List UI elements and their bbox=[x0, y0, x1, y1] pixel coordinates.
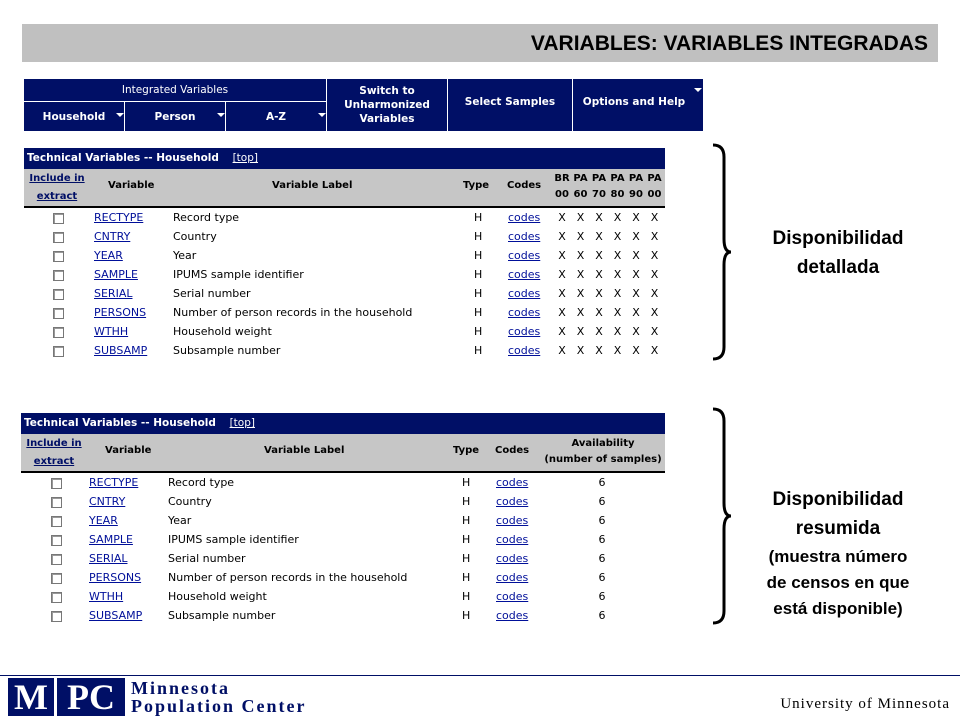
availability-mark: X bbox=[632, 249, 640, 262]
sample-header bbox=[646, 171, 664, 203]
variable-type: H bbox=[462, 590, 471, 603]
options-help-menu[interactable] bbox=[573, 79, 695, 125]
az-menu-label: A-Z bbox=[265, 110, 287, 123]
availability-mark: X bbox=[595, 344, 603, 357]
codes-link[interactable]: codes bbox=[508, 306, 541, 319]
variable-type: H bbox=[474, 230, 483, 243]
variable-link[interactable]: YEAR bbox=[89, 514, 118, 527]
sample-country: PA bbox=[573, 173, 588, 184]
availability-mark: X bbox=[595, 306, 603, 319]
include-checkbox[interactable] bbox=[51, 478, 62, 489]
variable-label: Subsample number bbox=[173, 344, 281, 357]
include-line-1: Include in bbox=[29, 173, 85, 184]
variable-type: H bbox=[474, 306, 483, 319]
variable-link[interactable]: CNTRY bbox=[89, 495, 126, 508]
availability-mark: X bbox=[576, 230, 585, 243]
include-checkbox[interactable] bbox=[53, 308, 64, 319]
include-in-extract-header[interactable] bbox=[26, 170, 88, 206]
variable-link[interactable]: RECTYPE bbox=[89, 476, 139, 489]
page-title: VARIABLES: VARIABLES INTEGRADAS bbox=[530, 32, 928, 55]
availability-line-1: Availability bbox=[571, 438, 635, 449]
column-headers bbox=[24, 169, 665, 208]
availability-count: 6 bbox=[598, 476, 606, 489]
variable-link[interactable]: SERIAL bbox=[89, 552, 128, 565]
sample-year: 90 bbox=[629, 189, 643, 200]
mpc-name-line-1: Minnesota bbox=[131, 678, 230, 698]
codes-column-header: Codes bbox=[495, 445, 530, 456]
availability-count: 6 bbox=[598, 514, 606, 527]
availability-mark: X bbox=[613, 230, 622, 243]
variable-link[interactable]: SAMPLE bbox=[94, 268, 138, 281]
include-checkbox[interactable] bbox=[53, 346, 64, 357]
switch-line-2: Unharmonized bbox=[344, 99, 430, 111]
table-row bbox=[24, 303, 665, 322]
select-samples-button[interactable] bbox=[448, 79, 572, 125]
availability-mark: X bbox=[613, 268, 622, 281]
table-row bbox=[24, 322, 665, 341]
switch-line-1: Switch to bbox=[359, 85, 415, 97]
variable-type: H bbox=[474, 249, 483, 262]
availability-mark: X bbox=[576, 325, 585, 338]
table-row bbox=[24, 246, 665, 265]
availability-mark: X bbox=[650, 306, 659, 319]
table-header bbox=[24, 148, 665, 169]
table-title: Technical Variables -- Household bbox=[24, 417, 216, 429]
sample-year: 80 bbox=[610, 189, 625, 200]
availability-mark: X bbox=[558, 287, 566, 300]
detailed-availability-table bbox=[24, 148, 665, 363]
sample-header bbox=[609, 171, 627, 203]
sample-year: 00 bbox=[647, 189, 662, 200]
variable-label: Year bbox=[173, 249, 197, 262]
table-row bbox=[21, 549, 665, 568]
availability-mark: X bbox=[650, 287, 659, 300]
household-dropdown-icon[interactable] bbox=[116, 113, 124, 117]
umn-name: University of Minnesota bbox=[780, 696, 950, 712]
table-row bbox=[21, 492, 665, 511]
person-menu[interactable] bbox=[125, 102, 225, 131]
codes-link[interactable]: codes bbox=[496, 590, 529, 603]
variable-label: Year bbox=[168, 514, 192, 527]
availability-mark: X bbox=[650, 344, 659, 357]
mpc-logo-m: M bbox=[8, 678, 54, 716]
variable-column-header: Variable bbox=[105, 445, 152, 456]
sample-country: BR bbox=[554, 173, 570, 184]
detailed-line-2: detallada bbox=[796, 257, 880, 278]
table-row bbox=[21, 568, 665, 587]
variable-type: H bbox=[474, 268, 483, 281]
availability-mark: X bbox=[632, 268, 640, 281]
variable-type: H bbox=[474, 211, 483, 224]
include-checkbox[interactable] bbox=[51, 535, 62, 546]
variable-link[interactable]: SAMPLE bbox=[89, 533, 133, 546]
table-row bbox=[21, 473, 665, 492]
availability-line-2: (number of samples) bbox=[544, 454, 662, 465]
variable-label-column-header: Variable Label bbox=[264, 445, 345, 456]
sample-header bbox=[590, 171, 608, 203]
include-checkbox[interactable] bbox=[51, 497, 62, 508]
az-menu[interactable] bbox=[226, 102, 326, 131]
sample-year: 00 bbox=[555, 189, 569, 200]
table-row bbox=[21, 511, 665, 530]
availability-mark: X bbox=[558, 249, 566, 262]
table-title: Technical Variables -- Household bbox=[27, 152, 219, 164]
variable-label: Record type bbox=[173, 211, 240, 224]
codes-link[interactable]: codes bbox=[496, 552, 529, 565]
codes-link[interactable]: codes bbox=[496, 495, 529, 508]
availability-count: 6 bbox=[598, 533, 606, 546]
summary-line-5: está disponible) bbox=[773, 599, 903, 618]
include-checkbox[interactable] bbox=[53, 289, 64, 300]
variable-type: H bbox=[474, 344, 483, 357]
variable-label: Number of person records in the household bbox=[173, 306, 413, 319]
include-checkbox[interactable] bbox=[51, 611, 62, 622]
availability-mark: X bbox=[650, 230, 659, 243]
type-column-header: Type bbox=[463, 180, 490, 191]
variable-link[interactable]: SUBSAMP bbox=[94, 344, 148, 357]
detailed-annotation bbox=[738, 224, 938, 282]
select-samples-label: Select Samples bbox=[464, 96, 556, 108]
availability-mark: X bbox=[558, 211, 566, 224]
table-header bbox=[21, 413, 665, 434]
title-bar bbox=[22, 24, 938, 62]
household-menu[interactable] bbox=[24, 102, 124, 131]
codes-column-header: Codes bbox=[507, 180, 542, 191]
include-checkbox[interactable] bbox=[51, 592, 62, 603]
variable-link[interactable]: PERSONS bbox=[94, 306, 147, 319]
variable-label: Number of person records in the household bbox=[168, 571, 408, 584]
variable-link[interactable]: PERSONS bbox=[89, 571, 142, 584]
person-dropdown-icon[interactable] bbox=[217, 113, 225, 117]
availability-mark: X bbox=[613, 249, 622, 262]
variable-type: H bbox=[474, 325, 483, 338]
availability-mark: X bbox=[632, 344, 640, 357]
top-link[interactable]: [top] bbox=[232, 152, 258, 164]
availability-mark: X bbox=[595, 249, 603, 262]
table-row bbox=[24, 265, 665, 284]
sample-country: PA bbox=[610, 173, 625, 184]
availability-mark: X bbox=[650, 249, 659, 262]
availability-mark: X bbox=[650, 211, 659, 224]
availability-count: 6 bbox=[598, 571, 606, 584]
availability-column-header bbox=[542, 436, 664, 468]
options-dropdown-icon[interactable] bbox=[694, 88, 702, 92]
sample-country: PA bbox=[591, 173, 607, 184]
sample-year: 70 bbox=[592, 189, 606, 200]
variable-type: H bbox=[474, 287, 483, 300]
include-line-1: Include in bbox=[26, 438, 82, 449]
variable-link[interactable]: SERIAL bbox=[94, 287, 133, 300]
availability-mark: X bbox=[632, 306, 640, 319]
availability-count: 6 bbox=[598, 590, 606, 603]
availability-mark: X bbox=[558, 230, 566, 243]
availability-mark: X bbox=[576, 344, 585, 357]
variable-label: Household weight bbox=[173, 325, 272, 338]
codes-link[interactable]: codes bbox=[508, 325, 541, 338]
variable-column-header: Variable bbox=[108, 180, 155, 191]
summary-annotation bbox=[738, 486, 938, 622]
detailed-brace-icon bbox=[710, 143, 732, 361]
variable-type: H bbox=[462, 609, 471, 622]
availability-mark: X bbox=[613, 287, 622, 300]
availability-mark: X bbox=[595, 325, 603, 338]
codes-link[interactable]: codes bbox=[496, 609, 529, 622]
include-line-2: extract bbox=[33, 456, 75, 467]
availability-mark: X bbox=[558, 268, 566, 281]
availability-mark: X bbox=[632, 230, 640, 243]
sample-country: PA bbox=[628, 173, 644, 184]
variable-label: Country bbox=[168, 495, 212, 508]
sample-header bbox=[553, 171, 571, 203]
include-line-2: extract bbox=[36, 191, 78, 202]
table-row bbox=[24, 284, 665, 303]
variable-type: H bbox=[462, 552, 471, 565]
codes-link[interactable]: codes bbox=[508, 211, 541, 224]
variable-link[interactable]: WTHH bbox=[89, 590, 124, 603]
switch-unharmonized-button[interactable] bbox=[327, 79, 447, 131]
nav-bar bbox=[24, 79, 703, 131]
include-checkbox[interactable] bbox=[53, 232, 64, 243]
variable-label: Subsample number bbox=[168, 609, 276, 622]
codes-link[interactable]: codes bbox=[508, 230, 541, 243]
column-headers bbox=[21, 434, 665, 473]
availability-mark: X bbox=[558, 344, 566, 357]
person-menu-label: Person bbox=[154, 110, 196, 123]
availability-count: 6 bbox=[598, 552, 606, 565]
codes-link[interactable]: codes bbox=[496, 533, 529, 546]
availability-mark: X bbox=[576, 249, 585, 262]
variable-label: Serial number bbox=[173, 287, 251, 300]
variable-type: H bbox=[462, 571, 471, 584]
variable-link[interactable]: RECTYPE bbox=[94, 211, 144, 224]
top-link[interactable]: [top] bbox=[229, 417, 255, 429]
include-checkbox[interactable] bbox=[51, 554, 62, 565]
variable-link[interactable]: YEAR bbox=[94, 249, 123, 262]
footer bbox=[0, 663, 960, 720]
availability-count: 6 bbox=[598, 609, 606, 622]
availability-mark: X bbox=[613, 325, 622, 338]
sample-header bbox=[572, 171, 590, 203]
availability-count: 6 bbox=[598, 495, 606, 508]
include-checkbox[interactable] bbox=[53, 327, 64, 338]
availability-mark: X bbox=[613, 211, 622, 224]
codes-link[interactable]: codes bbox=[508, 344, 541, 357]
availability-mark: X bbox=[595, 211, 603, 224]
variable-label: Record type bbox=[168, 476, 235, 489]
table-row bbox=[21, 530, 665, 549]
variable-label: IPUMS sample identifier bbox=[173, 268, 304, 281]
availability-mark: X bbox=[558, 306, 566, 319]
include-checkbox[interactable] bbox=[53, 270, 64, 281]
include-checkbox[interactable] bbox=[53, 213, 64, 224]
summary-line-2: resumida bbox=[795, 518, 881, 539]
availability-mark: X bbox=[576, 211, 585, 224]
variable-label: Household weight bbox=[168, 590, 267, 603]
availability-mark: X bbox=[650, 268, 659, 281]
variable-type: H bbox=[462, 514, 471, 527]
codes-link[interactable]: codes bbox=[508, 287, 541, 300]
include-checkbox[interactable] bbox=[51, 573, 62, 584]
az-dropdown-icon[interactable] bbox=[318, 113, 326, 117]
summary-brace-icon bbox=[710, 407, 732, 625]
summary-availability-table bbox=[21, 413, 665, 628]
variable-type: H bbox=[462, 495, 471, 508]
availability-mark: X bbox=[595, 268, 603, 281]
availability-mark: X bbox=[650, 325, 659, 338]
codes-link[interactable]: codes bbox=[496, 476, 529, 489]
table-row bbox=[21, 606, 665, 625]
footer-rule bbox=[0, 675, 960, 676]
availability-mark: X bbox=[595, 287, 603, 300]
variable-link[interactable]: CNTRY bbox=[94, 230, 131, 243]
availability-mark: X bbox=[632, 287, 640, 300]
summary-line-1: Disponibilidad bbox=[772, 489, 904, 510]
sample-year: 60 bbox=[573, 189, 588, 200]
sample-country: PA bbox=[647, 173, 662, 184]
type-column-header: Type bbox=[453, 445, 480, 456]
variable-label: IPUMS sample identifier bbox=[168, 533, 299, 546]
availability-mark: X bbox=[595, 230, 603, 243]
codes-link[interactable]: codes bbox=[496, 571, 529, 584]
variable-label-column-header: Variable Label bbox=[272, 180, 353, 191]
variable-type: H bbox=[462, 476, 471, 489]
availability-mark: X bbox=[558, 325, 566, 338]
sample-header bbox=[627, 171, 645, 203]
table-row bbox=[24, 341, 665, 360]
include-in-extract-header[interactable] bbox=[23, 435, 85, 471]
table-row bbox=[24, 227, 665, 246]
availability-mark: X bbox=[613, 306, 622, 319]
availability-mark: X bbox=[576, 287, 585, 300]
include-checkbox[interactable] bbox=[51, 516, 62, 527]
household-menu-label: Household bbox=[42, 110, 106, 123]
summary-line-4: de censos en que bbox=[766, 573, 910, 592]
mpc-logo-pc: PC bbox=[57, 678, 125, 716]
include-checkbox[interactable] bbox=[53, 251, 64, 262]
variable-type: H bbox=[462, 533, 471, 546]
detailed-line-1: Disponibilidad bbox=[772, 228, 904, 249]
switch-line-3: Variables bbox=[359, 113, 415, 125]
summary-line-3: (muestra número bbox=[768, 547, 908, 566]
availability-mark: X bbox=[632, 211, 640, 224]
variable-link[interactable]: SUBSAMP bbox=[89, 609, 143, 622]
mpc-name-line-2: Population Center bbox=[131, 696, 307, 716]
variable-label: Country bbox=[173, 230, 217, 243]
sample-column-headers bbox=[553, 171, 665, 204]
availability-mark: X bbox=[613, 344, 622, 357]
availability-mark: X bbox=[576, 268, 585, 281]
variable-label: Serial number bbox=[168, 552, 246, 565]
table-row bbox=[21, 587, 665, 606]
availability-mark: X bbox=[632, 325, 640, 338]
variable-link[interactable]: WTHH bbox=[94, 325, 129, 338]
codes-link[interactable]: codes bbox=[496, 514, 529, 527]
availability-mark: X bbox=[576, 306, 585, 319]
codes-link[interactable]: codes bbox=[508, 268, 541, 281]
options-help-label: Options and Help bbox=[582, 96, 686, 108]
integrated-variables-label: Integrated Variables bbox=[121, 84, 229, 96]
codes-link[interactable]: codes bbox=[508, 249, 541, 262]
table-row bbox=[24, 208, 665, 227]
